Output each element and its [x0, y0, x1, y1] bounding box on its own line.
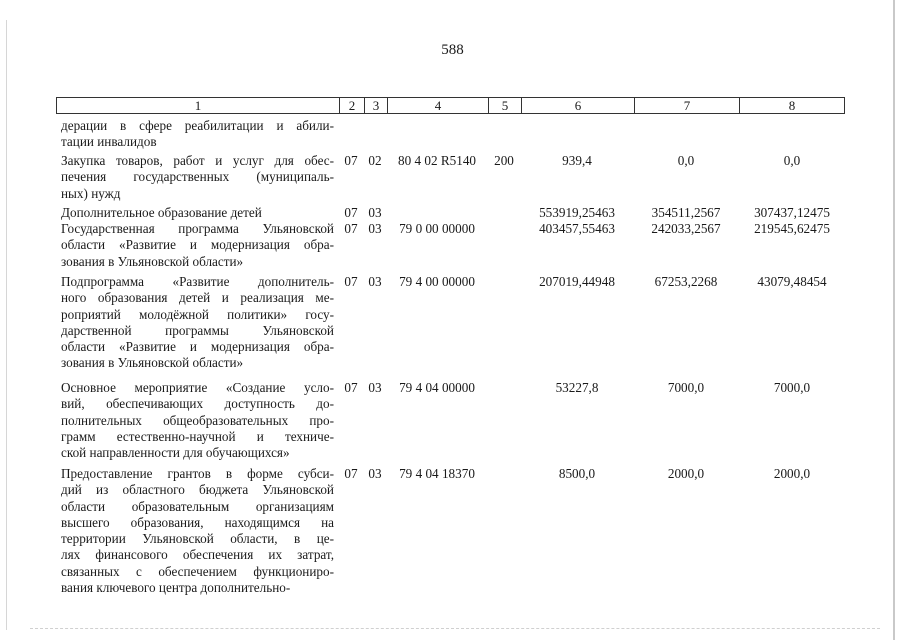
- description-line: области «Развитие и модернизация обра-: [61, 339, 334, 355]
- description-line: печения государственных (муниципаль-: [61, 169, 334, 185]
- expense-type-code: 200: [494, 153, 514, 168]
- amount-col-6: 8500,0: [558, 466, 596, 481]
- subsection-code: 03: [368, 205, 382, 220]
- description-line: связанных с обеспечением функциониро-: [61, 563, 334, 579]
- description-line: области «Развитие и модернизация обра-: [61, 237, 334, 253]
- description-line: грамм естественно-научной и техниче-: [61, 428, 334, 444]
- amount-col-8: 0,0: [783, 153, 801, 168]
- target-article-code: 80 4 02 R5140: [397, 153, 477, 168]
- amount-col-6: 939,4: [562, 153, 592, 168]
- amount-col-6: 403457,55463: [539, 221, 615, 236]
- row-description: [61, 153, 334, 202]
- description-line: Закупка товаров, работ и услуг для обес-: [61, 153, 334, 168]
- section-code: 07: [344, 274, 358, 289]
- description-line: дий из областного бюджета Ульяновской: [61, 482, 334, 498]
- subsection-code: 03: [368, 466, 382, 481]
- header-col-4: 4: [387, 98, 488, 113]
- header-col-5: 5: [488, 98, 521, 113]
- description-line: полнительных общеобразовательных про-: [61, 412, 334, 428]
- row-description: [61, 221, 334, 270]
- row-description: [61, 466, 334, 596]
- target-article-code: 79 0 00 00000: [399, 221, 475, 236]
- description-line: роприятий молодёжной политики» госу-: [61, 306, 334, 322]
- header-col-6: 6: [521, 98, 634, 113]
- table-header: [56, 97, 845, 114]
- description-line: тации инвалидов: [61, 134, 157, 150]
- description-line: области образовательным организациям: [61, 498, 334, 514]
- amount-col-8: 43079,48454: [757, 274, 827, 289]
- header-col-8: 8: [739, 98, 844, 113]
- subsection-code: 03: [368, 274, 382, 289]
- row-description: [61, 118, 334, 151]
- description-line: зования в Ульяновской области»: [61, 253, 244, 269]
- row-description: [61, 205, 334, 221]
- description-line: лях финансового обеспечения их затрат,: [61, 547, 334, 563]
- subsection-code: 03: [368, 380, 382, 395]
- description-line: вий, обеспечивающих доступность до-: [61, 396, 334, 412]
- header-col-3: 3: [364, 98, 387, 113]
- description-line: Дополнительное образование детей: [61, 205, 262, 220]
- amount-col-6: 553919,25463: [539, 205, 615, 220]
- amount-col-6: 53227,8: [555, 380, 599, 395]
- header-col-1: 1: [194, 98, 202, 113]
- subsection-code: 02: [368, 153, 382, 168]
- description-line: вания ключевого центра дополнительно-: [61, 580, 291, 596]
- description-line: ного образования детей и реализация ме-: [61, 290, 334, 306]
- description-line: ных) нужд: [61, 185, 121, 201]
- section-code: 07: [344, 221, 358, 236]
- amount-col-7: 7000,0: [667, 380, 705, 395]
- subsection-code: 03: [368, 221, 382, 236]
- section-code: 07: [344, 153, 358, 168]
- description-line: дарственной программы Ульяновской: [61, 322, 334, 338]
- page-number: 588: [441, 42, 464, 58]
- description-line: Государственная программа Ульяновской: [61, 221, 334, 236]
- description-line: Подпрограмма «Развитие дополнитель-: [61, 274, 334, 289]
- amount-col-8: 219545,62475: [754, 221, 830, 236]
- amount-col-8: 307437,12475: [754, 205, 830, 220]
- scan-bottom-edge: [30, 628, 880, 633]
- scan-edge-left: [6, 20, 7, 630]
- description-line: Предоставление грантов в форме субси-: [61, 466, 334, 481]
- row-description: [61, 380, 334, 461]
- target-article-code: 79 4 00 00000: [399, 274, 475, 289]
- section-code: 07: [344, 205, 358, 220]
- amount-col-7: 242033,2567: [651, 221, 721, 236]
- description-line: дерации в сфере реабилитации и абили-: [61, 118, 334, 133]
- description-line: зования в Ульяновской области»: [61, 355, 244, 371]
- target-article-code: 79 4 04 18370: [399, 466, 475, 481]
- description-line: высшего образования, находящимся на: [61, 514, 334, 530]
- target-article-code: 79 4 04 00000: [399, 380, 475, 395]
- amount-col-7: 67253,2268: [654, 274, 718, 289]
- description-line: ской направленности для обучающихся»: [61, 445, 290, 461]
- amount-col-8: 7000,0: [773, 380, 811, 395]
- header-col-7: 7: [634, 98, 739, 113]
- description-line: территории Ульяновской области, в це-: [61, 531, 334, 547]
- header-col-2: 2: [339, 98, 364, 113]
- amount-col-7: 0,0: [677, 153, 695, 168]
- amount-col-7: 354511,2567: [651, 205, 721, 220]
- amount-col-8: 2000,0: [773, 466, 811, 481]
- description-line: Основное мероприятие «Создание усло-: [61, 380, 334, 395]
- row-description: [61, 274, 334, 372]
- section-code: 07: [344, 380, 358, 395]
- amount-col-6: 207019,44948: [539, 274, 615, 289]
- amount-col-7: 2000,0: [667, 466, 705, 481]
- section-code: 07: [344, 466, 358, 481]
- scan-edge-right: [893, 0, 895, 640]
